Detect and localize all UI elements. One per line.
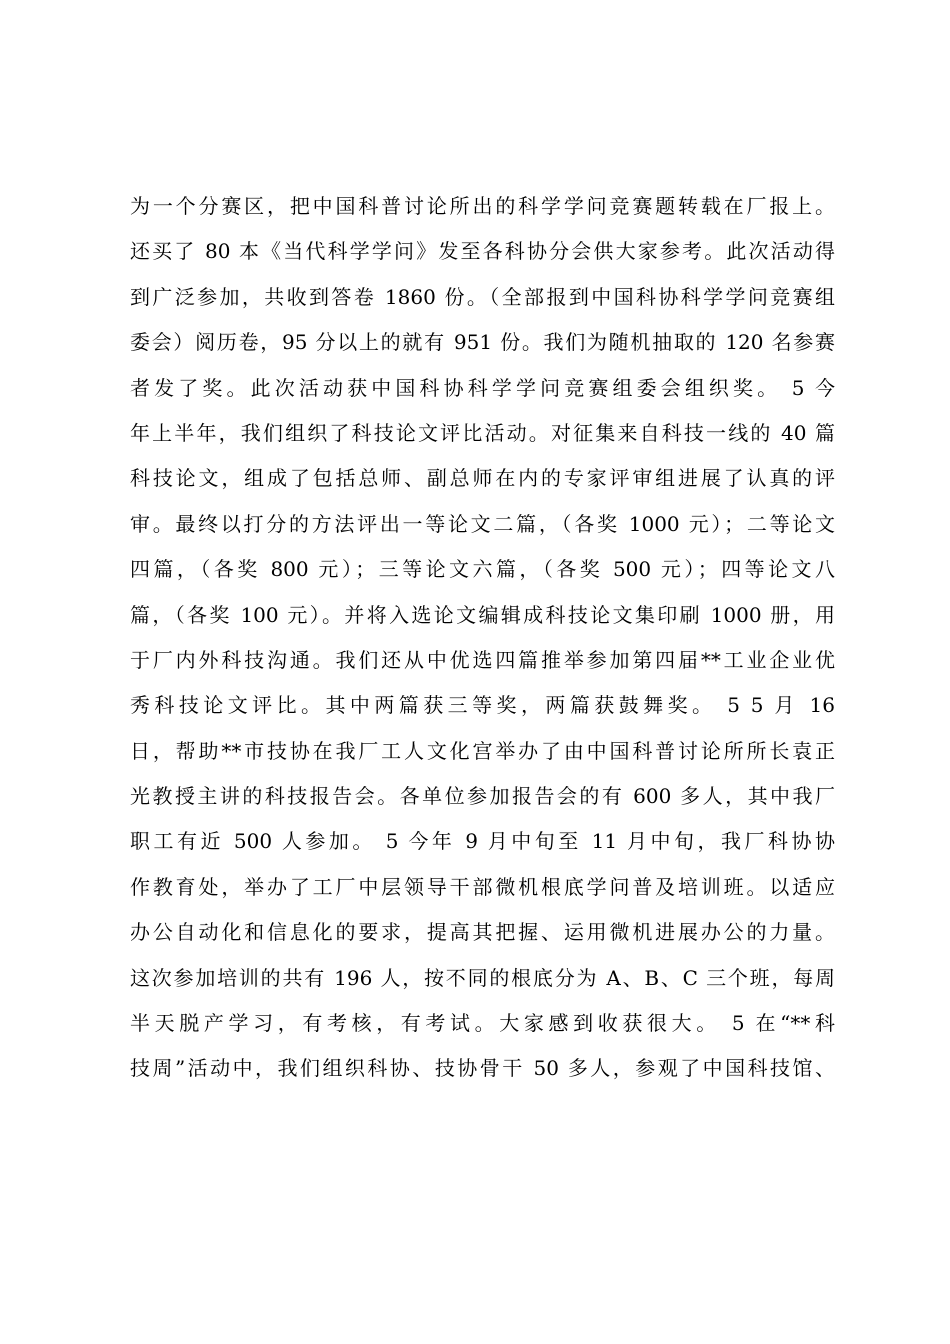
text-line: 这次参加培训的共有 196 人，按不同的根底分为 A、B、C 三个班，每周 xyxy=(130,965,835,990)
text-line: 光教授主讲的科技报告会。各单位参加报告会的有 600 多人，其中我厂 xyxy=(130,784,835,809)
text-line: 技周”活动中，我们组织科协、技协骨干 50 多人，参观了中国科技馆、 xyxy=(130,1056,835,1081)
text-line: 秀科技论文评比。其中两篇获三等奖，两篇获鼓舞奖。 5 5 月 16 xyxy=(130,693,835,718)
text-line: 于厂内外科技沟通。我们还从中优选四篇推举参加第四届**工业企业优 xyxy=(130,647,835,672)
body-text xyxy=(130,184,835,1092)
text-line: 年上半年，我们组织了科技论文评比活动。对征集来自科技一线的 40 篇 xyxy=(130,420,835,445)
text-line: 为一个分赛区，把中国科普讨论所出的科学学问竞赛题转载在厂报上。 xyxy=(130,194,835,218)
text-line: 作教育处，举办了工厂中层领导干部微机根底学问普及培训班。以适应 xyxy=(130,874,835,899)
text-line: 职工有近 500 人参加。 5 今年 9 月中旬至 11 月中旬，我厂科协协 xyxy=(130,829,835,854)
text-line: 委会）阅历卷，95 分以上的就有 951 份。我们为随机抽取的 120 名参赛 xyxy=(130,330,835,355)
text-line: 半天脱产学习，有考核，有考试。大家感到收获很大。 5 在“**科 xyxy=(130,1011,835,1036)
text-line: 到广泛参加，共收到答卷 1860 份。（全部报到中国科协科学学问竞赛组 xyxy=(130,284,835,309)
text-line: 审。最终以打分的方法评出一等论文二篇，（各奖 1000 元）；二等论文 xyxy=(130,511,835,536)
text-line: 科技论文，组成了包括总师、副总师在内的专家评审组进展了认真的评 xyxy=(130,466,835,491)
text-line: 四篇，（各奖 800 元）；三等论文六篇，（各奖 500 元）；四等论文八 xyxy=(130,557,835,582)
text-line: 日，帮助**市技协在我厂工人文化宫举办了由中国科普讨论所所长袁正 xyxy=(130,738,835,763)
text-line: 还买了 80 本《当代科学学问》发至各科协分会供大家参考。此次活动得 xyxy=(130,239,835,264)
text-line: 办公自动化和信息化的要求，提高其把握、运用微机进展办公的力量。 xyxy=(130,920,835,945)
text-line: 篇，（各奖 100 元）。并将入选论文编辑成科技论文集印刷 1000 册，用 xyxy=(130,602,835,627)
text-line: 者发了奖。此次活动获中国科协科学学问竞赛组委会组织奖。 5 今 xyxy=(130,375,835,400)
